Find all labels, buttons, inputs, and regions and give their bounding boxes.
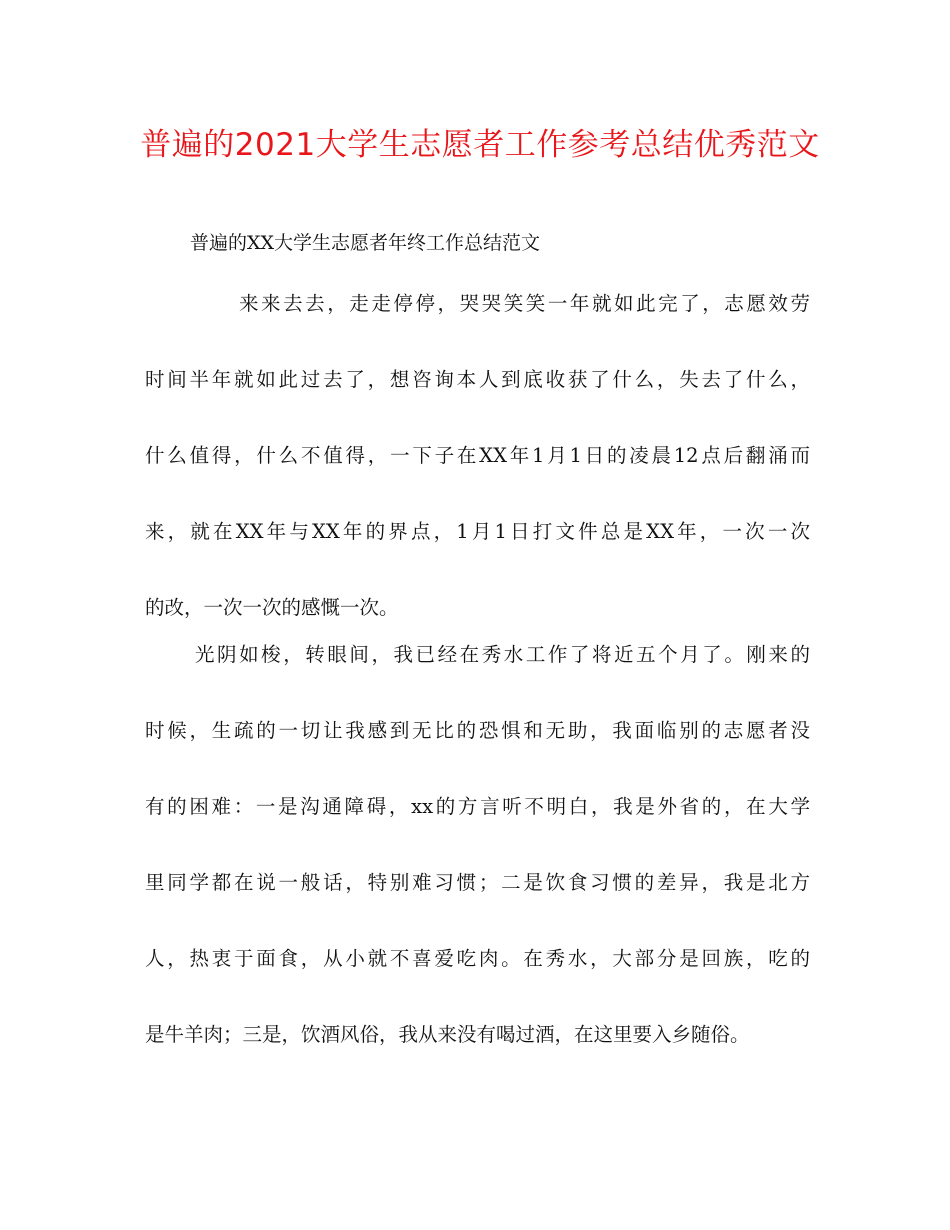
paragraph-1	[145, 289, 810, 669]
paragraph-line: 有的困难：一是沟通障碍，xx的方言听不明白，我是外省的，在大学	[145, 795, 810, 818]
paragraph-line: 时间半年就如此过去了，想咨询本人到底收获了什么，失去了什么，	[145, 368, 810, 391]
paragraph-line: 时候，生疏的一切让我感到无比的恐惧和无助，我面临别的志愿者没	[145, 719, 810, 742]
paragraph-line: 里同学都在说一般话，特别难习惯；二是饮食习惯的差异，我是北方	[145, 871, 810, 894]
paragraph-line: 的改，一次一次的感慨一次。	[145, 596, 399, 619]
paragraph-line: 来，就在XX年与XX年的界点，1月1日打文件总是XX年，一次一次	[145, 520, 810, 543]
paragraph-line: 来来去去，走走停停，哭哭笑笑一年就如此完了，志愿效劳	[239, 292, 810, 315]
paragraph-line: 是牛羊肉；三是，饮酒风俗，我从来没有喝过酒，在这里要入乡随俗。	[145, 1023, 750, 1046]
paragraph-line: 什么值得，什么不值得，一下子在XX年1月1日的凌晨12点后翻涌而	[145, 444, 810, 467]
document-subtitle: 普遍的XX大学生志愿者年终工作总结范文	[190, 232, 541, 254]
document-title: 普遍的2021大学生志愿者工作参考总结优秀范文	[140, 127, 820, 163]
paragraph-2	[145, 640, 810, 1096]
paragraph-line: 光阴如梭，转眼间，我已经在秀水工作了将近五个月了。刚来的	[195, 643, 810, 666]
paragraph-line: 人，热衷于面食，从小就不喜爱吃肉。在秀水，大部分是回族，吃的	[145, 947, 810, 970]
